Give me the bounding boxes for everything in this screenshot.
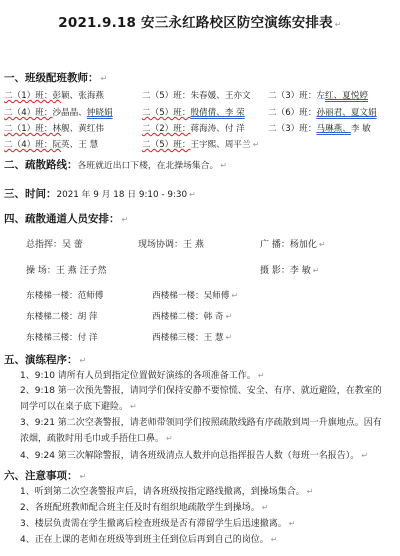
class-teacher-entry bbox=[4, 106, 113, 118]
return-mark-icon: ↵ bbox=[225, 312, 233, 321]
procedure-text: 2、9:18 第一次预先警报，请同学们保持安静不要惊慌、安全、有序、就近避险，在教室的同学可以在桌子底下避险。 bbox=[20, 386, 382, 412]
staff-text: 总指挥：吴 蕾 bbox=[26, 240, 83, 250]
section-heading-staff bbox=[4, 211, 128, 226]
return-mark-icon: ↵ bbox=[334, 20, 342, 29]
class-label: 二（5）班： bbox=[142, 140, 191, 150]
teacher-name: 王宇熙、 bbox=[190, 140, 225, 150]
teacher-name: 付 洋 bbox=[224, 124, 245, 134]
teacher-name: 阮 bbox=[52, 140, 62, 150]
teacher-name: 沙晶晶、 bbox=[52, 108, 87, 118]
return-mark-icon: ↵ bbox=[252, 140, 260, 149]
teacher-name: 王亦文 bbox=[224, 91, 251, 101]
route-text: 各班就近出口下楼，在北操场集合。 bbox=[77, 161, 219, 171]
heading-text: 五、演练程序： bbox=[4, 354, 78, 366]
staff-text: 摄 影：李 敏 bbox=[260, 266, 311, 276]
staff-entry bbox=[260, 263, 319, 276]
return-mark-icon: ↵ bbox=[261, 503, 269, 512]
class-teacher-entry bbox=[142, 138, 259, 150]
class-label: 二（4）班： bbox=[4, 108, 53, 118]
title-text: 2021.9.18 安三永红路校区防空演练安排表 bbox=[58, 15, 333, 31]
class-label: 二（1）班： bbox=[4, 91, 53, 101]
class-label: 二（4）班： bbox=[4, 140, 53, 150]
staff-text: 广 播：杨加化 bbox=[260, 240, 317, 250]
stair-entry bbox=[152, 289, 238, 301]
teacher-name: 殷倩倩、 bbox=[190, 108, 225, 118]
stair-entry bbox=[26, 331, 97, 343]
return-mark-icon: ↵ bbox=[220, 161, 227, 170]
return-mark-icon: ↵ bbox=[79, 356, 87, 365]
note-item bbox=[20, 532, 390, 548]
section-heading-procedure bbox=[4, 352, 86, 367]
class-teacher-entry bbox=[4, 89, 104, 101]
return-mark-icon: ↵ bbox=[100, 74, 108, 83]
teacher-name: 林 bbox=[52, 124, 62, 134]
teacher-name: 红、夏悦婷 bbox=[325, 91, 369, 101]
staff-text: 操 场：王 燕 汪子然 bbox=[26, 266, 107, 276]
return-mark-icon: ↵ bbox=[270, 535, 278, 544]
class-teacher-entry bbox=[4, 122, 104, 134]
teacher-name: 颖、张海燕 bbox=[61, 91, 105, 101]
teacher-name: 朱春媛、 bbox=[190, 91, 225, 101]
section-heading-time bbox=[4, 186, 196, 201]
stair-entry bbox=[152, 310, 232, 322]
class-label: 二（1）班： bbox=[4, 124, 53, 134]
class-label: 二（5）班： bbox=[142, 108, 191, 118]
stair-text: 东楼梯一楼：范师傅 bbox=[26, 291, 104, 301]
return-mark-icon: ↵ bbox=[189, 190, 196, 199]
stair-text: 西楼梯二楼：韩 奇 bbox=[152, 312, 224, 322]
procedure-item bbox=[20, 368, 390, 384]
teacher-name: 左 bbox=[316, 91, 326, 101]
return-mark-icon: ↵ bbox=[231, 291, 239, 300]
teacher-name: 彭 bbox=[52, 91, 62, 101]
procedure-item bbox=[20, 384, 390, 415]
section-heading-notes bbox=[4, 468, 86, 483]
procedure-text: 4、9:24 第三次解除警报，请各班级清点人数并向总指挥报告人数（每班一名报告）。 bbox=[20, 451, 360, 461]
return-mark-icon: ↵ bbox=[225, 333, 233, 342]
note-item bbox=[20, 516, 390, 532]
procedure-item bbox=[20, 416, 390, 447]
teacher-name: 李 荣 bbox=[224, 108, 245, 118]
class-teacher-entry bbox=[268, 122, 371, 134]
stair-text: 西楼梯三楼：王 慧 bbox=[152, 333, 224, 343]
class-label: 二（3）班： bbox=[268, 124, 317, 134]
note-text: 4、正在上课的老师在班级等到班主任到位后再到自己的岗位。 bbox=[20, 535, 269, 545]
class-teacher-entry bbox=[4, 138, 98, 150]
note-item bbox=[20, 484, 390, 500]
class-label: 二（2）班： bbox=[142, 124, 191, 134]
stair-text: 西楼梯一楼：吴师傅 bbox=[152, 291, 230, 301]
staff-entry bbox=[26, 237, 83, 250]
teacher-name: 夏文娟 bbox=[350, 108, 377, 118]
return-mark-icon: ↵ bbox=[312, 266, 320, 275]
staff-entry bbox=[26, 263, 107, 276]
time-text: 2021 年 9 月 18 日 9:10 - 9:30 bbox=[56, 190, 188, 200]
return-mark-icon: ↵ bbox=[79, 472, 87, 481]
teacher-name: 钟晓娟 bbox=[86, 108, 113, 118]
return-mark-icon: ↵ bbox=[121, 215, 129, 224]
note-text: 2、各班配班教师配合班主任及时有组织地疏散学生到操场。 bbox=[20, 503, 260, 513]
staff-text: 现场协调：王 燕 bbox=[138, 240, 204, 250]
note-text: 3、楼层负责需在学生撤离后检查班级是否有滞留学生后迅速撤离。 bbox=[20, 519, 287, 529]
return-mark-icon: ↵ bbox=[361, 451, 369, 460]
heading-text: 四、疏散通道人员安排： bbox=[4, 213, 120, 225]
return-mark-icon: ↵ bbox=[166, 434, 173, 443]
class-teacher-entry bbox=[142, 106, 245, 118]
return-mark-icon: ↵ bbox=[288, 519, 296, 528]
heading-text: 三、时间： bbox=[4, 188, 57, 200]
class-teacher-entry bbox=[142, 122, 245, 134]
stair-entry bbox=[26, 289, 103, 301]
section-heading-route bbox=[4, 157, 227, 172]
note-text: 1、听到第二次空袭警报声后，请各班级按指定路线撤离，到操场集合。 bbox=[20, 487, 305, 497]
document-title bbox=[0, 11, 400, 31]
teacher-name: 周平兰 bbox=[224, 140, 251, 150]
section-heading-teachers bbox=[4, 70, 107, 85]
procedure-text: 1、9:10 请所有人员到指定位置做好演练的各项准备工作。 bbox=[20, 371, 256, 381]
stair-text: 东楼梯二楼：胡 萍 bbox=[26, 312, 98, 322]
stair-entry bbox=[26, 310, 97, 322]
stair-entry bbox=[152, 331, 232, 343]
class-label: 二（5）班： bbox=[142, 91, 191, 101]
class-teacher-entry bbox=[268, 106, 377, 118]
teacher-name: 孙丽君、 bbox=[316, 108, 351, 118]
return-mark-icon: ↵ bbox=[318, 240, 326, 249]
class-label: 二（6）班： bbox=[268, 108, 317, 118]
return-mark-icon: ↵ bbox=[130, 402, 137, 411]
teacher-name: 马琳燕、 bbox=[316, 124, 351, 134]
note-item bbox=[20, 500, 390, 516]
class-teacher-entry bbox=[268, 89, 368, 101]
heading-text: 二、疏散路线： bbox=[4, 159, 78, 171]
return-mark-icon: ↵ bbox=[306, 487, 314, 496]
staff-entry bbox=[260, 237, 326, 250]
class-label: 二（3）班： bbox=[268, 91, 317, 101]
procedure-text: 3、9:21 第二次空袭警报，请老师带领同学们按照疏散线路有序疏散到周一升旗地点。因有浓烟，疏散时用毛巾或手捂住口鼻。 bbox=[20, 418, 382, 444]
heading-text: 六、注意事项： bbox=[4, 470, 78, 482]
teacher-name: 舰、黄红伟 bbox=[61, 124, 105, 134]
procedure-item bbox=[20, 448, 390, 464]
teacher-name: 英、王 慧 bbox=[61, 140, 99, 150]
class-teacher-entry bbox=[142, 89, 251, 101]
stair-text: 东楼梯三楼：付 洋 bbox=[26, 333, 98, 343]
teacher-name: 李 敏 bbox=[350, 124, 371, 134]
staff-entry bbox=[138, 237, 204, 250]
return-mark-icon: ↵ bbox=[257, 371, 265, 380]
teacher-name: 蒋海涛、 bbox=[190, 124, 225, 134]
heading-text: 一、班级配班教师： bbox=[4, 72, 99, 84]
